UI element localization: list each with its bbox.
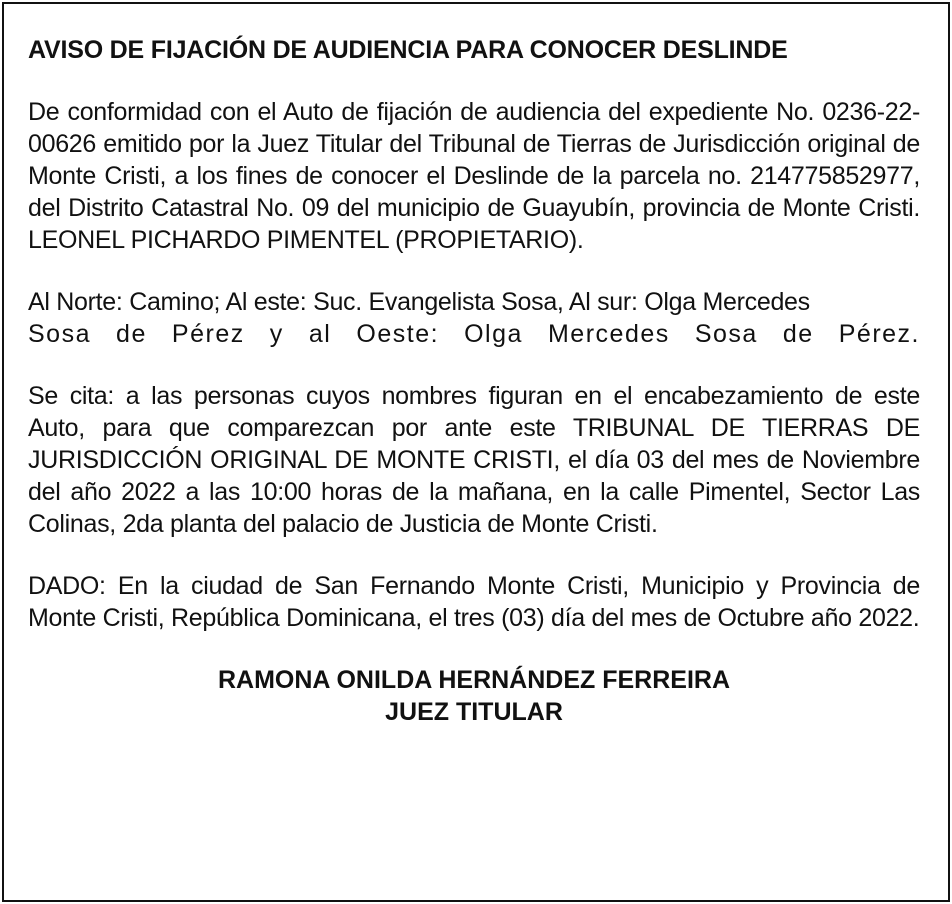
legal-notice [2,2,950,902]
signer-name: RAMONA ONILDA HERNÁNDEZ FERREIRA [217,666,731,694]
paragraph-given: DADO: En la ciudad de San Fernando Monte Cristi, Municipio y Provincia de Monte Cristi, República Dominicana, el tres (03) día del mes de Octubre año 2022. [28,572,920,632]
notice-content [28,34,920,728]
boundaries-line-1: Al Norte: Camino; Al este: Suc. Evangelista Sosa, Al sur: Olga Mercedes [28,288,810,316]
paragraph-summons: Se cita: a las personas cuyos nombres figuran en el encabezamiento de este Auto, para que comparezcan por ante este TRIBUNAL DE TIERRAS DE JURISDICCIÓN ORIGINAL DE MONTE CRISTI, el día 03 del mes de Noviembre del año 2022 a las 10:00 horas de la mañana, en la calle Pimentel, Sector Las Colinas, 2da planta del palacio de Justicia de Monte Cristi. [28,382,920,538]
paragraph-auto-reference: De conformidad con el Auto de fijación de audiencia del expediente No. 0236-22-00626 emitido por la Juez Titular del Tribunal de Tierras de Jurisdicción original de Monte Cristi, a los fines de conocer el Deslinde de la parcela no. 214775852977, del Distrito Catastral No. 09 del municipio de Guayubín, provincia de Monte Cristi. LEONEL PICHARDO PIMENTEL (PROPIETARIO). [28,98,920,254]
signature-block [28,664,920,728]
boundaries-line-2: Sosa de Pérez y al Oeste: Olga Mercedes Sosa de Pérez. [28,320,920,348]
signer-title: JUEZ TITULAR [385,698,563,726]
notice-title: AVISO DE FIJACIÓN DE AUDIENCIA PARA CONOCER DESLINDE [28,36,788,64]
paragraph-boundaries [28,286,920,350]
